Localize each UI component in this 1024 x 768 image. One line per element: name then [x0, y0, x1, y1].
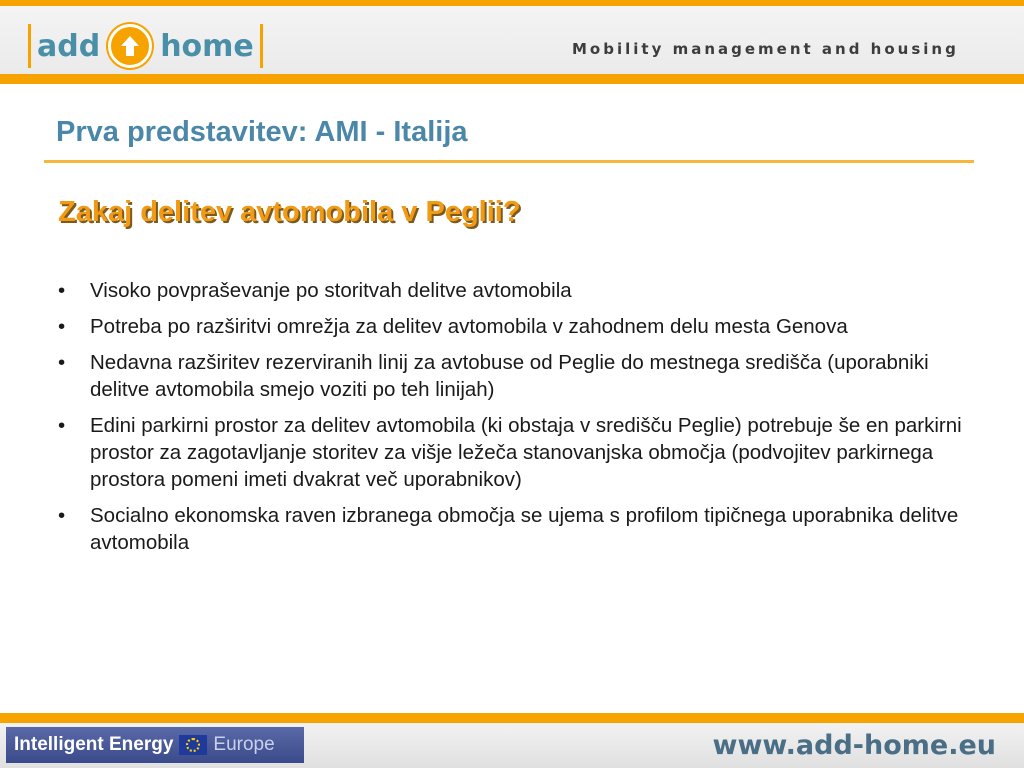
bullet-text: Edini parkirni prostor za delitev avtomobila (ki obstaja v središču Peglie) potrebuje še en parkirni prostor za zagotavljanje storitev za višje ležeča stanovanjska območja (podvojitev parkirnega prostora pomeni imeti dvakrat več uporabnikov) [90, 414, 962, 491]
bullet-text: Nedavna razširitev rezerviranih linij za avtobuse od Peglie do mestnega središča (uporabniki delitve avtomobila smejo voziti po teh linijah) [90, 351, 929, 401]
bullet-marker: • [58, 279, 66, 302]
logo-bar-right [260, 24, 263, 68]
header-band [0, 0, 1024, 84]
bullet-list [58, 277, 968, 565]
logo-word-add: add [37, 28, 101, 64]
bullet-item [58, 313, 968, 340]
bullet-item [58, 412, 968, 493]
add-home-logo [28, 18, 263, 74]
bullet-text: Potreba po razširitvi omrežja za delitev avtomobila v zahodnem delu mesta Genova [90, 315, 848, 338]
logo-bar-left [28, 24, 31, 68]
bullet-item [58, 502, 968, 556]
bullet-text: Socialno ekonomska raven izbranega območja se ujema s profilom tipičnega uporabnika delitve avtomobila [90, 504, 959, 554]
bullet-item [58, 277, 968, 304]
website-link[interactable]: www.add-home.eu [712, 730, 996, 761]
programme-name: Intelligent Energy [14, 734, 174, 755]
bullet-item [58, 349, 968, 403]
bullet-marker: • [58, 504, 66, 527]
footer-band [0, 723, 1024, 768]
slide-title: Prva predstavitev: AMI - Italija [56, 116, 468, 148]
eu-flag-icon [179, 735, 207, 755]
logo-word-home: home [160, 28, 254, 64]
bullet-text: Visoko povpraševanje po storitvah delitve avtomobila [90, 279, 572, 302]
intelligent-energy-europe-logo [6, 727, 304, 763]
title-divider [44, 160, 974, 163]
header-tagline: Mobility management and housing [572, 40, 959, 58]
bullet-marker: • [58, 414, 66, 437]
footer-orange-stripe [0, 713, 1024, 723]
programme-region: Europe [213, 734, 275, 755]
up-arrow-icon [108, 24, 152, 68]
bullet-marker: • [58, 315, 66, 338]
bullet-marker: • [58, 351, 66, 374]
slide-subtitle: Zakaj delitev avtomobila v Peglii? [58, 196, 521, 228]
header-orange-stripe [0, 74, 1024, 84]
